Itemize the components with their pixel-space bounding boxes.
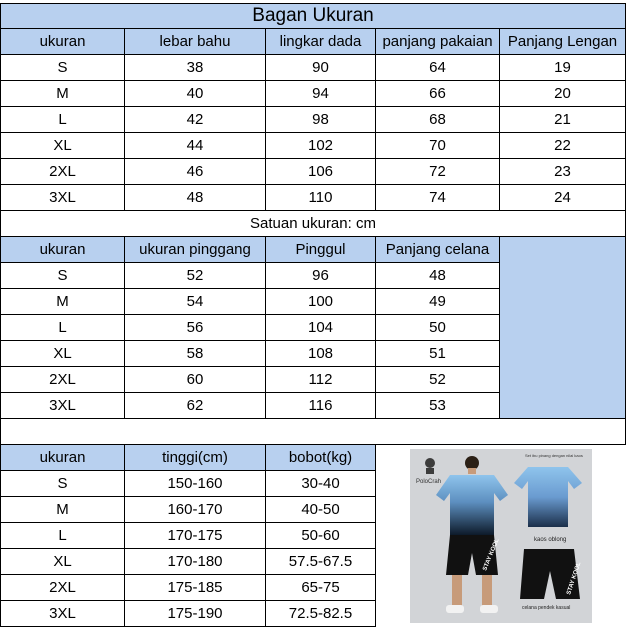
table2-cell: 62 xyxy=(125,393,266,419)
outfit-illustration xyxy=(410,449,592,623)
table1-cell: 102 xyxy=(266,133,376,159)
table2-header: Pinggul xyxy=(266,237,376,263)
table1-cell: 40 xyxy=(125,81,266,107)
table1-cell: 38 xyxy=(125,55,266,81)
table3-cell: 30-40 xyxy=(266,471,376,497)
table1-cell: 64 xyxy=(376,55,500,81)
table1-cell: 66 xyxy=(376,81,500,107)
table1-header: lingkar dada xyxy=(266,29,376,55)
table1-cell: 20 xyxy=(500,81,626,107)
right-shoe xyxy=(480,605,498,613)
table1-cell: 110 xyxy=(266,185,376,211)
table2-header: ukuran pinggang xyxy=(125,237,266,263)
table3-cell: 150-160 xyxy=(125,471,266,497)
table2-cell: 48 xyxy=(376,263,500,289)
table1-cell: 106 xyxy=(266,159,376,185)
table3-cell: 3XL xyxy=(0,601,125,627)
shorts-label: celana pendek kasual xyxy=(522,605,571,611)
table2-filler xyxy=(500,237,626,419)
table2-cell: 52 xyxy=(376,367,500,393)
model-head xyxy=(465,456,479,470)
table3-cell: S xyxy=(0,471,125,497)
product-photo xyxy=(410,449,592,623)
table1-cell: 98 xyxy=(266,107,376,133)
table3-header: bobot(kg) xyxy=(266,445,376,471)
table1-header: lebar bahu xyxy=(125,29,266,55)
table1-cell: 42 xyxy=(125,107,266,133)
table3-cell: M xyxy=(0,497,125,523)
table2-cell: 60 xyxy=(125,367,266,393)
table1-header: ukuran xyxy=(0,29,125,55)
table1-cell: 23 xyxy=(500,159,626,185)
table1-cell: 24 xyxy=(500,185,626,211)
table2-cell: 96 xyxy=(266,263,376,289)
table3-cell: 175-185 xyxy=(125,575,266,601)
top-note: Set ibu pinang dengan nilai kaos xyxy=(525,453,583,458)
table2-cell: 100 xyxy=(266,289,376,315)
table2-cell: 3XL xyxy=(0,393,125,419)
shorts-print: STAY KOOL xyxy=(482,538,501,572)
chart-title: Bagan Ukuran xyxy=(0,3,626,29)
table3-header: tinggi(cm) xyxy=(125,445,266,471)
table3-cell: 50-60 xyxy=(266,523,376,549)
table1-header: Panjang Lengan xyxy=(500,29,626,55)
table2-cell: XL xyxy=(0,341,125,367)
table2-cell: 56 xyxy=(125,315,266,341)
table2-cell: 54 xyxy=(125,289,266,315)
table3-cell: 175-190 xyxy=(125,601,266,627)
table2-cell: 49 xyxy=(376,289,500,315)
table1-cell: L xyxy=(0,107,125,133)
table1-cell: 72 xyxy=(376,159,500,185)
table1-cell: S xyxy=(0,55,125,81)
brand-label: PoloCrah xyxy=(416,479,442,485)
table3-cell: 170-180 xyxy=(125,549,266,575)
table2-cell: 50 xyxy=(376,315,500,341)
table2-cell: 58 xyxy=(125,341,266,367)
table3-cell: 57.5-67.5 xyxy=(266,549,376,575)
table2-cell: 51 xyxy=(376,341,500,367)
table3-cell: L xyxy=(0,523,125,549)
table3-cell: 65-75 xyxy=(266,575,376,601)
table1-cell: 2XL xyxy=(0,159,125,185)
table2-cell: 116 xyxy=(266,393,376,419)
left-shoe xyxy=(446,605,464,613)
table3-cell: 160-170 xyxy=(125,497,266,523)
table3-cell: XL xyxy=(0,549,125,575)
shirt-label: kaos oblong xyxy=(534,537,567,543)
table1-cell: 44 xyxy=(125,133,266,159)
table3-cell: 2XL xyxy=(0,575,125,601)
table1-header: panjang pakaian xyxy=(376,29,500,55)
table2-cell: L xyxy=(0,315,125,341)
table1-cell: M xyxy=(0,81,125,107)
brand-logo xyxy=(425,458,435,474)
table2-header: Panjang celana xyxy=(376,237,500,263)
table1-cell: 46 xyxy=(125,159,266,185)
table2-cell: 112 xyxy=(266,367,376,393)
table1-cell: 21 xyxy=(500,107,626,133)
table3-cell: 40-50 xyxy=(266,497,376,523)
table1-cell: 90 xyxy=(266,55,376,81)
table1-cell: 74 xyxy=(376,185,500,211)
table1-cell: 94 xyxy=(266,81,376,107)
table2-cell: 52 xyxy=(125,263,266,289)
table2-cell: 104 xyxy=(266,315,376,341)
table2-header: ukuran xyxy=(0,237,125,263)
table2-cell: 2XL xyxy=(0,367,125,393)
table1-cell: 3XL xyxy=(0,185,125,211)
table1-cell: 48 xyxy=(125,185,266,211)
table1-cell: 22 xyxy=(500,133,626,159)
flat-shorts-print: STAY KOOL xyxy=(566,561,583,596)
table2-cell: 108 xyxy=(266,341,376,367)
table1-cell: 70 xyxy=(376,133,500,159)
table1-cell: 68 xyxy=(376,107,500,133)
unit-note: Satuan ukuran: cm xyxy=(0,211,626,237)
table2-cell: 53 xyxy=(376,393,500,419)
table1-cell: 19 xyxy=(500,55,626,81)
table2-cell: M xyxy=(0,289,125,315)
table3-header: ukuran xyxy=(0,445,125,471)
table2-cell: S xyxy=(0,263,125,289)
table1-cell: XL xyxy=(0,133,125,159)
table3-cell: 72.5-82.5 xyxy=(266,601,376,627)
table3-cell: 170-175 xyxy=(125,523,266,549)
spacer-row xyxy=(0,419,626,445)
